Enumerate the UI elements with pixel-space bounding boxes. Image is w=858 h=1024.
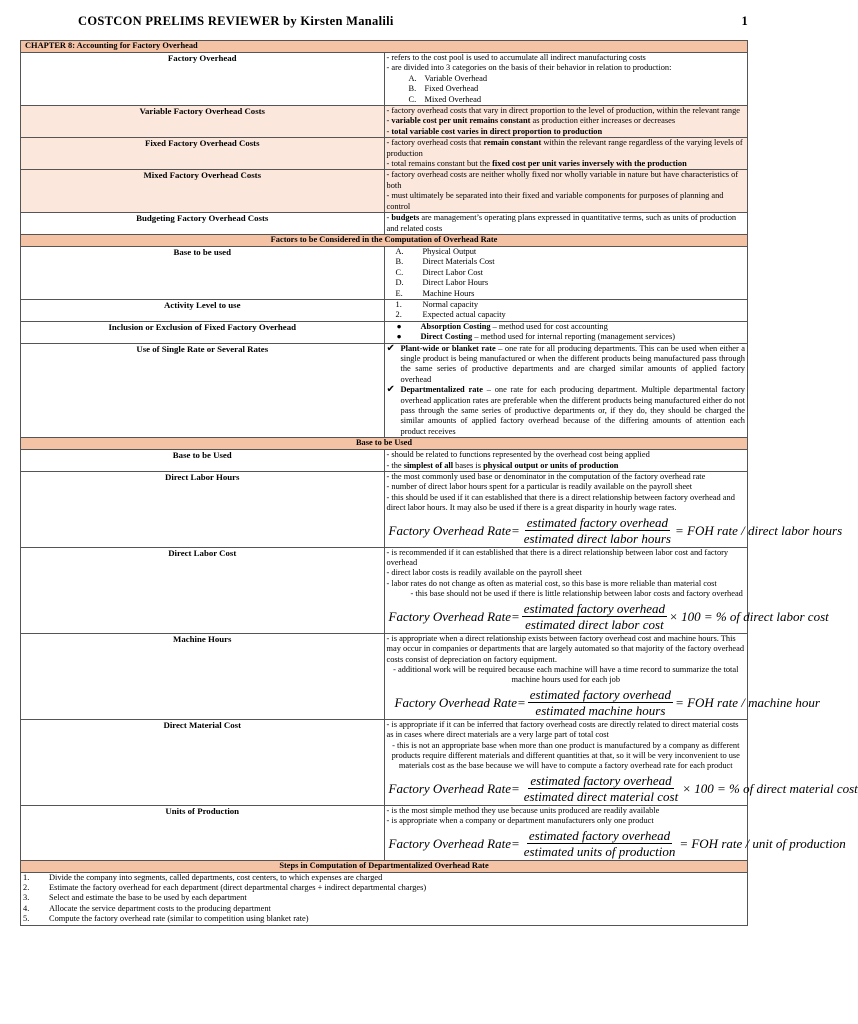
formula: Factory Overhead Rate = $\frac{\text{estimated factory overhead}}{\text{estimated direct material cost}}$ × 100 = % of direct material cost <box>388 772 858 804</box>
row-budgeting <box>21 213 748 235</box>
row-label: Activity Level to use <box>21 299 385 321</box>
row-base-to-be-used <box>21 246 748 299</box>
text-line: - variable cost per unit remains constant as production either increases or decreases <box>386 116 676 126</box>
row-mixed-overhead <box>21 170 748 213</box>
bullet-item: ● Absorption Costing – method used for cost accounting <box>396 321 608 331</box>
page-number: 1 <box>741 14 748 28</box>
text-line: - total variable cost varies in direct proportion to production <box>386 126 603 136</box>
row-label: Direct Material Cost <box>21 719 385 805</box>
steps-list <box>21 872 748 925</box>
row-label: Direct Labor Cost <box>21 547 385 633</box>
base-heading-row <box>21 438 748 450</box>
text-line: - is appropriate when a company or department manufacturers only one product <box>386 816 654 826</box>
section-heading: Factors to be Considered in the Computation of Overhead Rate <box>21 234 748 246</box>
text-line: - is recommended if it can established that there is a direct relationship between labor cost and factory overhead <box>386 547 729 568</box>
row-label: Units of Production <box>21 805 385 860</box>
section-heading: Base to be Used <box>21 438 748 450</box>
row-description <box>384 213 748 235</box>
text-line: - factory overhead costs that remain constant within the relevant range regardless of the varying levels of production <box>386 138 743 158</box>
step-item: 3. Select and estimate the base to be used by each department <box>23 893 247 903</box>
text-line: - is appropriate if it can be inferred that factory overhead costs are directly related to direct material costs as in cases where direct materials are a very large part of total cost <box>386 719 739 740</box>
row-description <box>384 633 820 719</box>
text-line: - the simplest of all bases is physical output or units of production <box>386 460 619 470</box>
list-item: A. Variable Overhead <box>408 73 488 83</box>
row-description <box>384 299 748 321</box>
check-item: ✔ Departmentalized rate – one rate for each producing department. Multiple departmental factory overhead application rates are preferable when the different products being manufactured either do not pass through the same series of productive departments or, if they do, they should be charged the similar amounts of applied factory overhead because of the differing amounts of attention each product receives <box>386 384 745 436</box>
row-factory-overhead <box>21 53 748 106</box>
formula: Factory Overhead Rate = $\frac{\text{estimated factory overhead}}{\text{estimated direct labor cost}}$ × 100 = % of direct labor cost <box>388 600 829 632</box>
checkmark-icon: ✔ <box>386 384 395 396</box>
text-line: - is appropriate when a direct relationship exists between factory overhead cost and machine hours. This may occur in companies or departments that are largely automated so that majority of the factory overhead costs consist of depreciation on factory equipment. <box>386 633 745 664</box>
row-machine-hours <box>21 633 748 719</box>
overhead-table <box>20 40 858 926</box>
bullet-icon: ● <box>396 321 402 331</box>
row-inclusion-exclusion <box>21 321 748 343</box>
category-list <box>387 74 746 105</box>
check-item: ✔ Plant-wide or blanket rate – one rate for all producing departments. This can be used when either a single product is being manufactured or when the different products being manufactured pass through the same series of productive departments and are charged similar amounts of applied factory overhead <box>386 342 745 384</box>
row-fixed-overhead <box>21 138 748 170</box>
row-description <box>384 246 748 299</box>
row-description <box>384 321 748 343</box>
steps-row <box>21 872 748 925</box>
text-line: - labor rates do not change as often as material cost, so this base is more reliable than material cost <box>386 578 717 588</box>
row-label: Factory Overhead <box>21 53 385 106</box>
row-direct-labor-cost <box>21 547 748 633</box>
text-line: - direct labor costs is readily available on the payroll sheet <box>386 568 582 578</box>
formula: Factory Overhead Rate = $\frac{\text{estimated factory overhead}}{\text{estimated units of production}}$ = FOH rate / unit of production <box>388 827 846 859</box>
list-item: 1. Normal capacity <box>395 299 479 309</box>
row-description <box>384 106 748 138</box>
list-item: A. Physical Output <box>395 246 477 256</box>
list-item: B. Fixed Overhead <box>408 84 479 94</box>
text-line: - this base should not be used if there is little relationship between labor costs and factory overhead <box>410 589 743 599</box>
text-line: - budgets are management’s operating plans expressed in quantitative terms, such as units of production and related costs <box>386 213 737 233</box>
row-description <box>384 472 843 548</box>
formula: Factory Overhead Rate = $\frac{\text{estimated factory overhead}}{\text{estimated machine hours}}$ = FOH rate / machine hour <box>394 686 820 718</box>
row-description <box>384 450 748 472</box>
row-direct-material-cost <box>21 719 748 805</box>
row-label: Base to be used <box>21 246 385 299</box>
step-item: 2. Estimate the factory overhead for each department (direct departmental charges + indirect departmental charges) <box>23 882 427 892</box>
formula: Factory Overhead Rate = $\frac{\text{estimated factory overhead}}{\text{estimated direct labor hours}}$ = FOH rate / direct labor hours <box>388 514 843 546</box>
text-line: - must ultimately be separated into their fixed and variable components for purposes of planning and control <box>386 191 724 211</box>
text-line: - factory overhead costs are neither wholly fixed nor wholly variable in nature but have characteristics of both <box>386 170 739 190</box>
row-label: Fixed Factory Overhead Costs <box>21 138 385 170</box>
chapter-heading-row <box>21 41 748 53</box>
document-title: COSTCON PRELIMS REVIEWER by Kirsten Manalili <box>78 14 394 28</box>
row-label: Machine Hours <box>21 633 385 719</box>
row-description <box>384 343 748 438</box>
row-description <box>384 138 748 170</box>
list-item: C. Mixed Overhead <box>408 94 482 104</box>
row-label: Budgeting Factory Overhead Costs <box>21 213 385 235</box>
text-line: - total remains constant but the fixed cost per unit varies inversely with the production <box>386 159 687 169</box>
row-label: Direct Labor Hours <box>21 472 385 548</box>
text-line: - are divided into 3 categories on the basis of their behavior in relation to production: <box>386 63 672 73</box>
steps-heading-row <box>21 860 748 872</box>
section-heading: Steps in Computation of Departmentalized Overhead Rate <box>21 860 748 872</box>
list-item: B. Direct Materials Cost <box>395 257 495 267</box>
chapter-heading: CHAPTER 8: Accounting for Factory Overhead <box>21 41 748 53</box>
row-description <box>384 805 846 860</box>
text-line: - refers to the cost pool is used to accumulate all indirect manufacturing costs <box>386 53 646 62</box>
activity-list <box>387 300 746 321</box>
text-line: - additional work will be required because each machine will have a time record to summarize the total machine hours used for each job <box>393 664 739 685</box>
text-line: - should be related to functions represented by the overhead cost being applied <box>386 450 650 460</box>
bullet-icon: ● <box>396 332 402 342</box>
row-label: Base to be Used <box>21 450 385 472</box>
text-line: - factory overhead costs that vary in direct proportion to the level of production, within the relevant range <box>386 106 740 116</box>
step-item: 5. Compute the factory overhead rate (similar to competition using blanket rate) <box>23 914 309 924</box>
row-label: Inclusion or Exclusion of Fixed Factory Overhead <box>21 321 385 343</box>
row-activity-level <box>21 299 748 321</box>
row-base-definition <box>21 450 748 472</box>
row-label: Mixed Factory Overhead Costs <box>21 170 385 213</box>
row-label: Use of Single Rate or Several Rates <box>21 343 385 438</box>
text-line: - the most commonly used base or denominator in the computation of the factory overhead rate <box>386 472 706 482</box>
row-description <box>384 170 748 213</box>
step-item: 4. Allocate the service department costs to the producing department <box>23 903 271 913</box>
page-header <box>78 14 748 32</box>
text-line: - number of direct labor hours spent for a particular is readily available on the payroll sheet <box>386 482 693 492</box>
text-line: - is the most simple method they use because units produced are readily available <box>386 805 660 815</box>
list-item: C. Direct Labor Cost <box>395 267 483 277</box>
row-variable-overhead <box>21 106 748 138</box>
checkmark-icon: ✔ <box>386 342 395 354</box>
row-description <box>384 53 748 106</box>
list-item: 2. Expected actual capacity <box>395 310 506 320</box>
factors-heading-row <box>21 234 748 246</box>
row-description <box>384 719 858 805</box>
row-label: Variable Factory Overhead Costs <box>21 106 385 138</box>
row-description <box>384 547 829 633</box>
list-item: D. Direct Labor Hours <box>395 278 489 288</box>
row-single-or-several-rates <box>21 343 748 438</box>
row-direct-labor-hours <box>21 472 748 548</box>
list-item: E. Machine Hours <box>395 288 475 298</box>
step-item: 1. Divide the company into segments, called departments, cost centers, to which expenses are charged <box>23 872 383 882</box>
bullet-item: ● Direct Costing – method used for internal reporting (management services) <box>396 332 676 342</box>
base-list <box>387 247 746 299</box>
row-units-of-production <box>21 805 748 860</box>
text-line: - this should be used if it can established that there is a direct relationship between factory overhead and direct labor hours. It may also be used if there is a great disparity in hourly wage rates. <box>386 492 735 513</box>
text-line: - this is not an appropriate base when more than one product is manufactured by a company as different products require different materials and different quantities at that, so it will be very inconvenient to use materials cost as the base because we will have to compute a factory overhead rate for each product <box>391 740 740 771</box>
